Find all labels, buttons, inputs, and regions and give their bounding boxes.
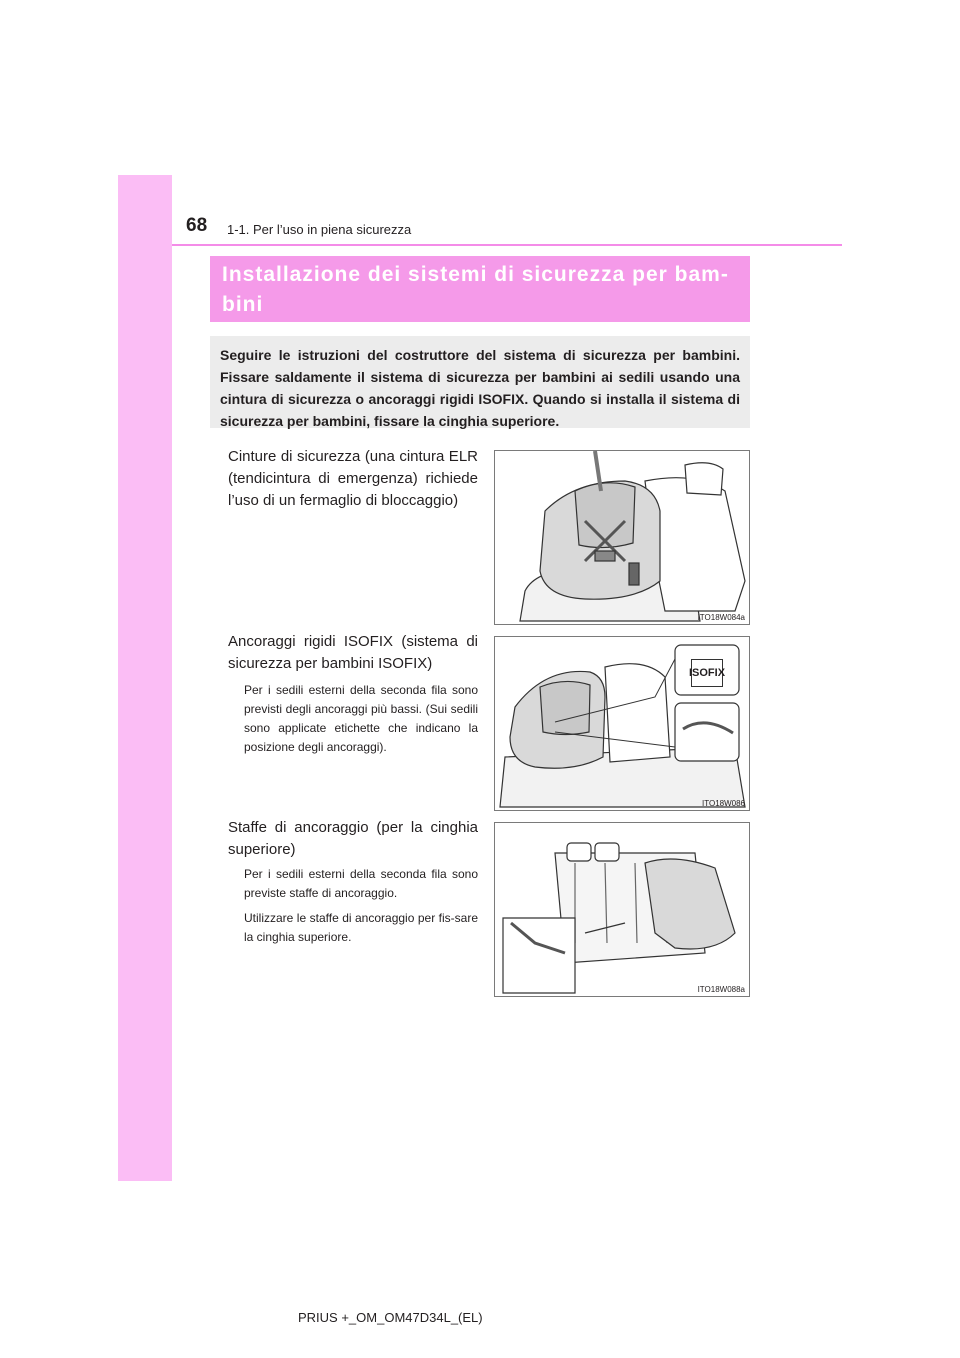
section-title <box>210 256 750 322</box>
side-color-band <box>118 175 172 1181</box>
item-note-top-tether-1: Per i sedili esterni della seconda fila sono previste staffe di ancoraggio. <box>244 867 478 900</box>
item-note-isofix: Per i sedili esterni della seconda fila sono previsti degli ancoraggi più bassi. (Sui sedili sono applicate etichette che indicano la posizione degli ancoraggi). <box>244 683 478 754</box>
figure-code: ITO18W086 <box>702 799 745 808</box>
figure-top-tether-brackets <box>494 822 750 997</box>
footer-doc-code: PRIUS +_OM_OM47D34L_(EL) <box>298 1310 483 1325</box>
section-title-line-2: bini <box>222 293 264 316</box>
item-heading-isofix: Ancoraggi rigidi ISOFIX (sistema di sicurezza per bambini ISOFIX) <box>228 633 478 672</box>
item-note-top-tether-2: Utilizzare le staffe di ancoraggio per fis-sare la cinghia superiore. <box>244 911 478 944</box>
figure-code: ITO18W084a <box>697 613 745 622</box>
section-path: 1-1. Per l’uso in piena sicurezza <box>227 222 412 237</box>
isofix-label: ISOFIX <box>691 659 723 687</box>
section-title-line-1: Installazione dei sistemi di sicurezza per bam- <box>222 263 729 286</box>
header-rule <box>172 244 842 246</box>
item-heading-seat-belt: Cinture di sicurezza (una cintura ELR (tendicintura di emergenza) richiede l’uso di un fermaglio di bloccaggio) <box>228 448 478 509</box>
item-heading-top-tether: Staffe di ancoraggio (per la cinghia superiore) <box>228 819 478 858</box>
figure-isofix-anchors <box>494 636 750 811</box>
intro-text: Seguire le istruzioni del costruttore del sistema di sicurezza per bambini. Fissare saldamente il sistema di sicurezza per bambini ai sedili usando una cintura di sicurezza o ancoraggi rigidi ISOFIX. Quando si installa il sistema di sicurezza per bambini, fissare la cinghia superiore. <box>210 336 750 428</box>
page-number: 68 <box>186 215 208 236</box>
figure-seat-belt-child-seat <box>494 450 750 625</box>
top-tether-illustration <box>495 823 750 997</box>
figure-code: ITO18W088a <box>697 985 745 994</box>
seat-belt-illustration <box>495 451 750 625</box>
